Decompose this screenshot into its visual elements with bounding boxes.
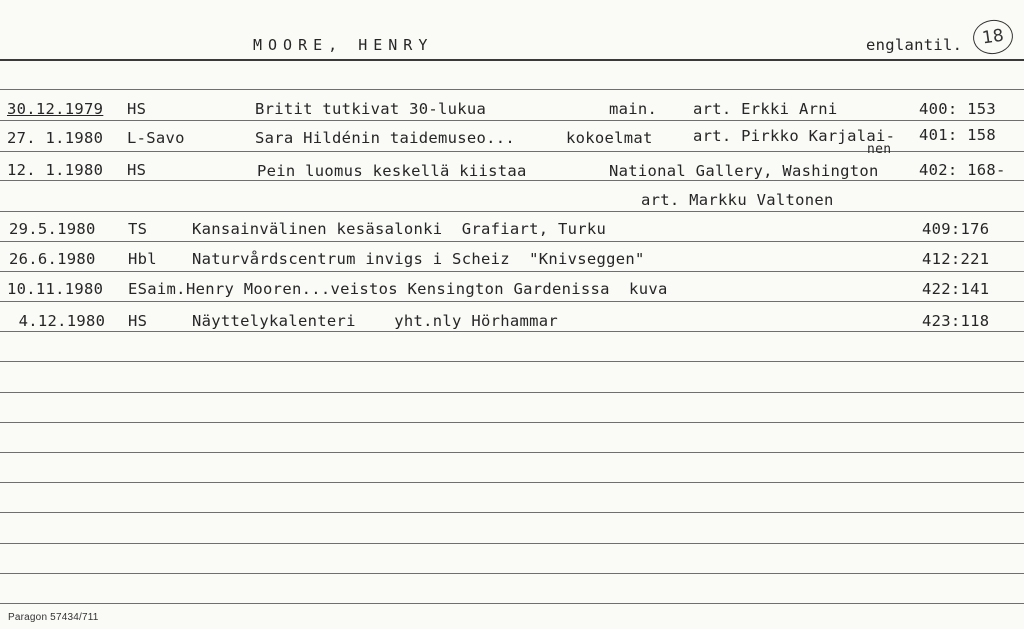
entry-ref: 423:118 (922, 312, 990, 330)
ruled-line (0, 361, 1024, 362)
entry-source: HS (127, 100, 147, 118)
ruled-line (0, 89, 1024, 90)
entry-note: National Gallery, Washington (609, 162, 879, 180)
entry-source: ESaim. (128, 280, 186, 298)
ruled-line (0, 211, 1024, 212)
ruled-line (0, 301, 1024, 302)
ruled-line (0, 180, 1024, 181)
card-heading-category: englantil. (866, 36, 963, 54)
ruled-line (0, 603, 1024, 604)
entry-date: 26.6.1980 (9, 250, 96, 268)
ruled-line (0, 422, 1024, 423)
entry-date: 29.5.1980 (9, 220, 96, 238)
entry-source: L-Savo (127, 129, 185, 147)
entry-title: Kansainvälinen kesäsalonki Grafiart, Turku (192, 220, 607, 238)
entry-title: Britit tutkivat 30-lukua (255, 100, 487, 118)
card-heading-name: MOORE, HENRY (253, 36, 434, 54)
entry-title: Sara Hildénin taidemuseo... (255, 129, 516, 147)
entry-author: art. Erkki Arni (693, 100, 838, 118)
entry-title: Pein luomus keskellä kiistaa (257, 162, 527, 180)
entry-source: TS (128, 220, 148, 238)
entry-title: Naturvårdscentrum invigs i Scheiz "Knivseggen" (192, 250, 645, 268)
entry-date: 4.12.1980 (9, 312, 106, 330)
entry-author: art. Markku Valtonen (641, 191, 834, 209)
print-code: Paragon 57434/711 (8, 612, 99, 623)
ruled-line (0, 241, 1024, 242)
entry-date: 27. 1.1980 (7, 129, 104, 147)
entry-note: kokoelmat (566, 129, 653, 147)
entry-date: 10.11.1980 (7, 280, 104, 298)
entry-source: Hbl (128, 250, 157, 268)
entry-ref: 400: 153 (919, 100, 997, 118)
ruled-line (0, 331, 1024, 332)
entry-title: Näyttelykalenteri yht.nly Hörhammar (192, 312, 559, 330)
ruled-line (0, 120, 1024, 121)
entry-ref: 409:176 (922, 220, 990, 238)
card-number-circled: 18 (971, 17, 1015, 56)
entry-ref: 401: 158 (919, 126, 997, 144)
ruled-line (0, 482, 1024, 483)
entry-ref: 412:221 (922, 250, 990, 268)
entry-ref: 402: 168- (919, 161, 1006, 179)
entry-author: art. Pirkko Karjalai- (693, 127, 896, 145)
entry-title: Henry Mooren...veistos Kensington Gardenissa kuva (186, 280, 668, 298)
ruled-line (0, 543, 1024, 544)
entry-ref: 422:141 (922, 280, 990, 298)
ruled-line (0, 452, 1024, 453)
ruled-line (0, 573, 1024, 574)
entry-source: HS (127, 161, 147, 179)
entry-date: 30.12.1979 (7, 100, 104, 118)
entry-note: main. (609, 100, 658, 118)
entry-source: HS (128, 312, 148, 330)
ruled-line (0, 512, 1024, 513)
ruled-line (0, 271, 1024, 272)
entry-author-continuation: nen (867, 142, 892, 157)
header-rule (0, 59, 1024, 61)
ruled-line (0, 392, 1024, 393)
entry-date: 12. 1.1980 (7, 161, 104, 179)
